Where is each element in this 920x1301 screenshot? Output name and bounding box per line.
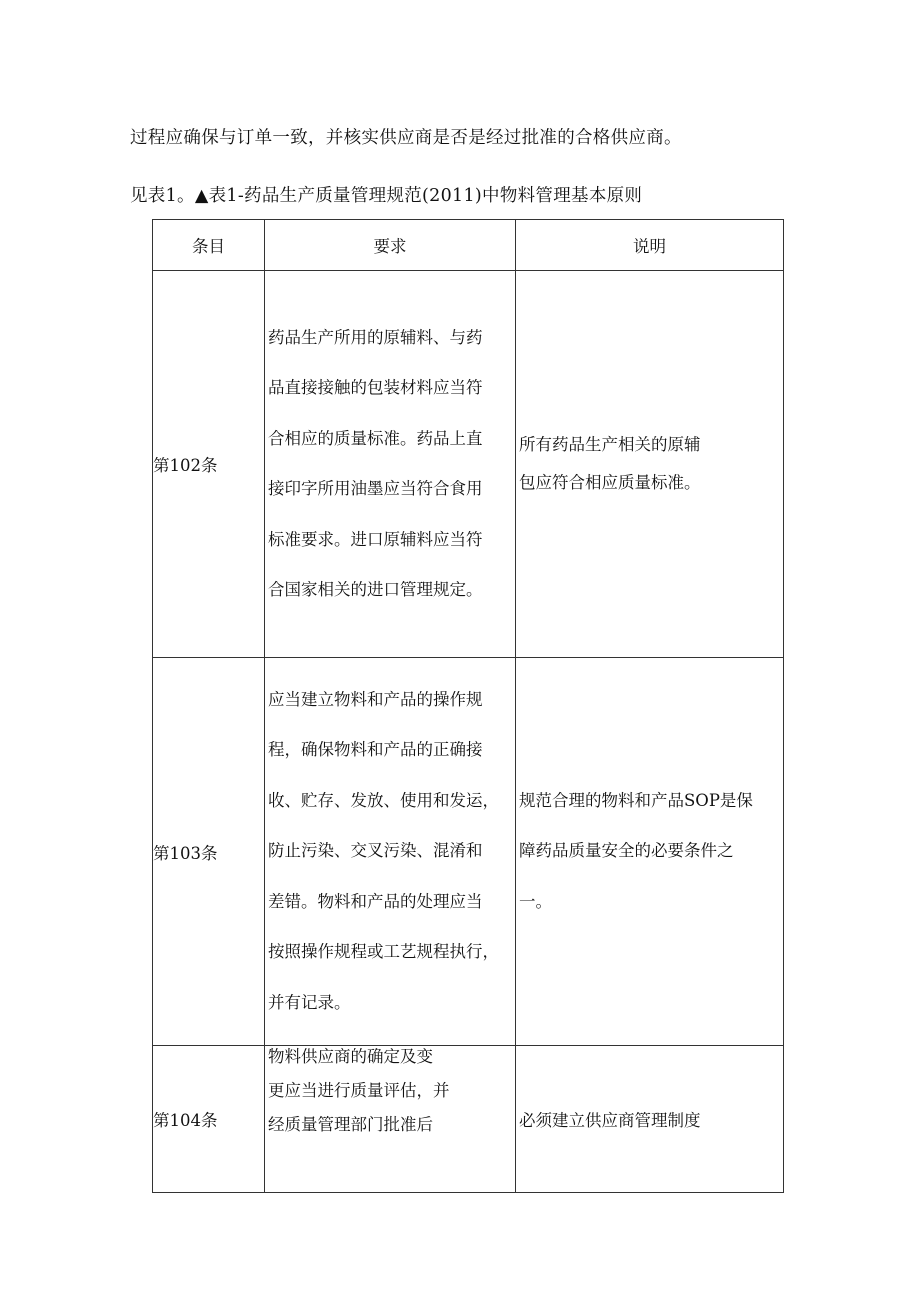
- table-row: [153, 1046, 784, 1193]
- note-text: 所有药品生产相关的原辅 包应符合相应质量标准。: [519, 435, 701, 492]
- article-cell: 第103条: [153, 658, 265, 1046]
- note-text: 规范合理的物料和产品SOP是保 障药品质量安全的必要条件之 一。: [519, 790, 753, 911]
- table-caption: 见表1。▲表1-药品生产质量管理规范(2011)中物料管理基本原则: [130, 186, 643, 206]
- header-note: 说明: [516, 220, 784, 271]
- header-requirement: 要求: [265, 220, 516, 271]
- article-cell: 第102条: [153, 271, 265, 658]
- note-cell: [516, 1046, 784, 1193]
- requirement-cell: [265, 271, 516, 658]
- header-article: 条目: [153, 220, 265, 271]
- requirement-text: 应当建立物料和产品的操作规 程，确保物料和产品的正确接 收、贮存、发放、使用和发运， 防止污染、交叉污染、混淆和 差错。物料和产品的处理应当 按照操作规程或工艺规程执行， 并有记录。: [268, 689, 499, 1012]
- requirement-text: 物料供应商的确定及变 更应当进行质量评估，并 经质量管理部门批准后: [268, 1047, 450, 1134]
- table-row: [153, 271, 784, 658]
- requirement-text: 药品生产所用的原辅料、与药 品直接接触的包装材料应当符 合相应的质量标准。药品上直 接印字所用油墨应当符合食用 标准要求。进口原辅料应当符 合国家相关的进口管理规定。: [268, 327, 483, 599]
- note-cell: [516, 271, 784, 658]
- material-management-table: [152, 219, 784, 1193]
- note-text: 必须建立供应商管理制度: [519, 1111, 701, 1130]
- table-header-row: [153, 220, 784, 271]
- requirement-cell: [265, 1046, 516, 1193]
- intro-line-1: 过程应确保与订单一致，并核实供应商是否是经过批准的合格供应商。: [130, 128, 682, 148]
- note-cell: [516, 658, 784, 1046]
- table-row: [153, 658, 784, 1046]
- article-cell: 第104条: [153, 1046, 265, 1193]
- requirement-cell: [265, 658, 516, 1046]
